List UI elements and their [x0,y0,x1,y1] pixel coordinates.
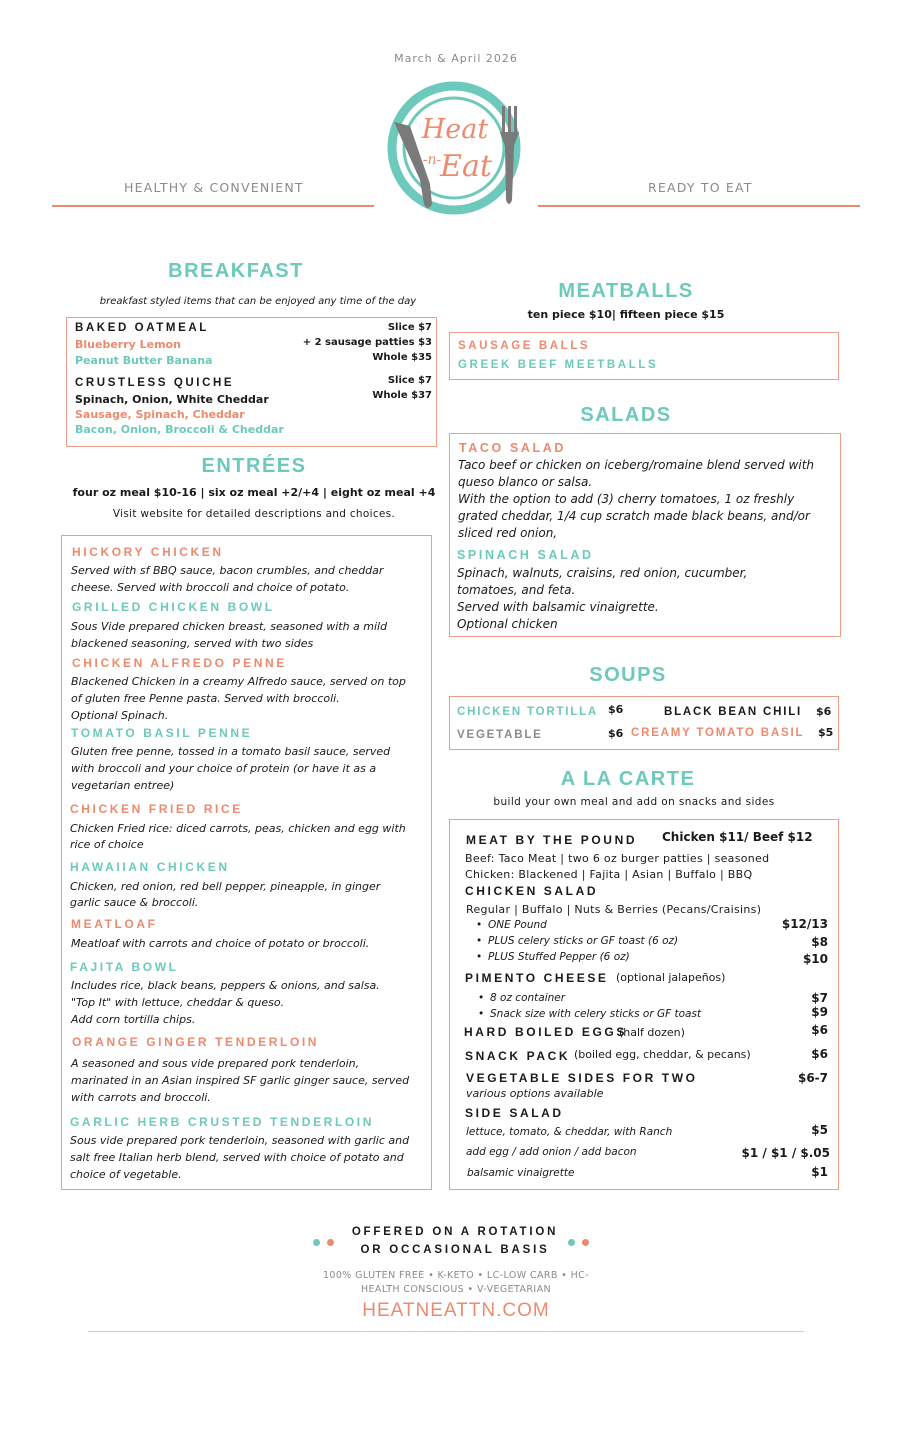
meat-chicken-options: Chicken: Blackened | Fajita | Asian | Buffalo | BBQ [465,868,753,881]
dietary-legend-2: HEALTH CONSCIOUS • V-VEGETARIAN [360,1284,552,1295]
salad-desc-line: sliced red onion, [458,526,558,540]
dot-icon [582,1239,589,1246]
meat-by-pound-title: MEAT BY THE POUND [466,833,638,847]
entree-desc-line: Sous vide prepared pork tenderloin, seasoned with garlic and [70,1134,410,1147]
soups-title: SOUPS [589,664,667,686]
entree-desc-line: rice of choice [70,838,144,851]
entree-desc-line: Blackened Chicken in a creamy Alfredo sauce, served on top [71,675,406,688]
eggs-note: (half dozen) [619,1026,685,1039]
soup-price: $6 [816,705,832,718]
sausage-balls: SAUSAGE BALLS [458,340,591,352]
entree-name: MEATLOAF [71,917,158,931]
entree-desc-line: A seasoned and sous vide prepared pork tenderloin, [71,1057,360,1070]
snack-note: (boiled egg, cheddar, & pecans) [574,1048,751,1061]
soup-black-bean-chili: BLACK BEAN CHILI [664,706,803,718]
heat-n-eat-logo [384,80,524,216]
oatmeal-price-slice: Slice $7 [387,322,432,333]
price: $8 [811,935,828,949]
entree-desc-line: of gluten free Penne pasta. Served with broccoli. [71,692,340,705]
quiche-flavor-1: Spinach, Onion, White Cheddar [75,393,269,406]
pimento-note: (optional jalapeños) [616,971,726,984]
breakfast-title: BREAKFAST [168,260,304,282]
rotation-line-2: OR OCCASIONAL BASIS [360,1244,550,1256]
price: $10 [802,952,828,966]
logo-word-n: -n- [422,152,442,168]
pimento-container: 8 oz container [490,992,566,1004]
spinach-salad-title: SPINACH SALAD [457,548,594,562]
alacarte-subtitle: build your own meal and add on snacks and sides [493,796,775,808]
soup-chicken-tortilla: CHICKEN TORTILLA [457,706,599,718]
entree-desc-line: Served with sf BBQ sauce, bacon crumbles, and cheddar [71,564,384,577]
entrees-note: Visit website for detailed descriptions and choices. [112,508,396,520]
meat-price: Chicken $11/ Beef $12 [662,830,813,844]
entree-name: ORANGE GINGER TENDERLOIN [72,1035,320,1049]
entree-name: FAJITA BOWL [70,960,179,974]
price: $7 [811,991,828,1005]
entree-desc-line: with carrots and broccoli. [71,1091,211,1104]
chicken-salad-options: Regular | Buffalo | Nuts & Berries (Pecans/Craisins) [466,903,762,916]
price: $6-7 [797,1071,828,1085]
entree-desc-line: Optional Spinach. [71,709,169,722]
baked-oatmeal-title: BAKED OATMEAL [75,322,209,334]
footer-divider [88,1331,804,1332]
side-salad-addons: add egg / add onion / add bacon [466,1146,637,1158]
entrees-box [61,535,432,1190]
salad-desc-line: Served with balsamic vinaigrette. [457,600,659,614]
price: $1 [811,1165,828,1179]
entree-desc-line: Chicken Fried rice: diced carrots, peas, chicken and egg with [70,822,406,835]
entree-desc-line: Includes rice, black beans, peppers & onions, and salsa. [71,979,380,992]
price: $5 [811,1123,828,1137]
entree-desc-line: vegetarian entree) [71,779,175,792]
entree-desc-line: marinated in an Asian inspired SF garlic ginger sauce, served [71,1074,410,1087]
quiche-flavor-3: Bacon, Onion, Broccoli & Cheddar [75,423,284,436]
side-salad-base: lettuce, tomato, & cheddar, with Ranch [466,1126,673,1138]
dot-icon [313,1239,320,1246]
price: $6 [811,1023,828,1037]
menu-date: March & April 2026 [394,52,518,65]
bullet-icon: • [476,935,483,947]
price: $12/13 [781,917,828,931]
entree-desc-line: Gluten free penne, tossed in a tomato basil sauce, served [71,745,391,758]
price: $1 / $1 / $.05 [741,1146,830,1160]
soup-price: $6 [608,703,624,716]
soup-vegetable: VEGETABLE [457,729,543,741]
chicken-salad-title: CHICKEN SALAD [465,884,599,898]
pimento-cheese-title: PIMENTO CHEESE [465,971,609,985]
quiche-flavor-2: Sausage, Spinach, Cheddar [75,408,245,421]
bullet-icon: • [476,919,483,931]
chicken-salad-celery: PLUS celery sticks or GF toast (6 oz) [488,935,679,947]
chicken-salad-pound: ONE Pound [488,919,547,931]
header-divider-right [538,205,860,207]
chicken-salad-pepper: PLUS Stuffed Pepper (6 oz) [488,951,630,963]
vegetable-sides-note: various options available [466,1087,604,1100]
quiche-price-slice: Slice $7 [387,375,432,386]
salad-desc-line: Optional chicken [457,617,558,631]
oatmeal-flavor-2: Peanut Butter Banana [75,354,213,367]
salads-title: SALADS [580,404,672,426]
oatmeal-price-whole: Whole $35 [372,352,432,363]
meat-beef-options: Beef: Taco Meat | two 6 oz burger patties | seasoned [465,852,770,865]
alacarte-title: A LA CARTE [560,768,696,790]
entrees-pricing: four oz meal $10-16 | six oz meal +2/+4 | eight oz meal +4 [72,486,436,499]
entree-desc-line: Meatloaf with carrots and choice of potato or broccoli. [71,937,370,950]
oatmeal-price-sausage: + 2 sausage patties $3 [302,337,432,348]
logo-word-eat: Eat [440,149,492,184]
entree-desc-line: salt free Italian herb blend, served with choice of potato and [70,1151,404,1164]
tagline-right: READY TO EAT [648,180,753,195]
dietary-legend-1: 100% GLUTEN FREE • K-KETO • LC-LOW CARB • HC- [322,1270,590,1281]
meatballs-pricing: ten piece $10| fifteen piece $15 [527,308,725,321]
entree-desc-line: "Top It" with lettuce, cheddar & queso. [71,996,285,1009]
bullet-icon: • [476,951,483,963]
header-divider-left [52,205,374,207]
breakfast-box [66,317,437,447]
soup-creamy-tomato-basil: CREAMY TOMATO BASIL [631,727,805,739]
pimento-snack: Snack size with celery sticks or GF toast [490,1008,702,1020]
logo-word-heat: Heat [421,114,489,145]
rotation-line-1: OFFERED ON A ROTATION [351,1226,559,1238]
salad-desc-line: tomatoes, and feta. [457,583,576,597]
soup-price: $5 [818,726,834,739]
salad-desc-line: Spinach, walnuts, craisins, red onion, cucumber, [457,566,748,580]
entree-name: CHICKEN FRIED RICE [70,802,243,816]
entree-desc-line: Sous Vide prepared chicken breast, seasoned with a mild [71,620,388,633]
crustless-quiche-title: CRUSTLESS QUICHE [75,377,235,389]
entree-name: TOMATO BASIL PENNE [71,726,253,740]
entrees-title: ENTRÉES [201,455,307,477]
hard-boiled-eggs-title: HARD BOILED EGGS [464,1025,627,1039]
salad-desc-line: queso blanco or salsa. [458,475,593,489]
bullet-icon: • [478,992,485,1004]
entree-name: GRILLED CHICKEN BOWL [72,600,275,614]
entree-name: CHICKEN ALFREDO PENNE [72,656,287,670]
salad-desc-line: grated cheddar, 1/4 cup scratch made black beans, and/or [458,509,810,523]
soups-box [449,696,839,750]
salads-box [449,433,841,637]
meatballs-box [449,332,839,380]
taco-salad-title: TACO SALAD [459,441,567,455]
side-salad-vinaigrette: balsamic vinaigrette [467,1167,575,1179]
entree-name: GARLIC HERB CRUSTED TENDERLOIN [70,1115,375,1129]
alacarte-box [449,819,839,1190]
entree-name: HAWAIIAN CHICKEN [70,860,230,874]
entree-name: HICKORY CHICKEN [72,545,224,559]
tagline-left: HEALTHY & CONVENIENT [124,180,304,195]
entree-desc-line: garlic sauce & broccoli. [70,896,199,909]
breakfast-subtitle: breakfast styled items that can be enjoyed any time of the day [99,296,417,307]
bullet-icon: • [478,1008,485,1020]
snack-pack-title: SNACK PACK [465,1049,571,1063]
dot-icon [568,1239,575,1246]
entree-desc-line: blackened seasoning, served with two sides [71,637,314,650]
greek-beef-meetballs: GREEK BEEF MEETBALLS [458,359,659,371]
entree-desc-line: cheese. Served with broccoli and choice of potato. [71,581,350,594]
salad-desc-line: Taco beef or chicken on iceberg/romaine blend served with [458,458,815,472]
side-salad-title: SIDE SALAD [465,1106,564,1120]
website-link[interactable]: HEATNEATTN.COM [362,1300,550,1321]
quiche-price-whole: Whole $37 [372,390,432,401]
price: $9 [811,1005,828,1019]
vegetable-sides-title: VEGETABLE SIDES FOR TWO [466,1071,698,1085]
meatballs-title: MEATBALLS [558,280,694,302]
oatmeal-flavor-1: Blueberry Lemon [75,338,181,351]
price: $6 [811,1047,828,1061]
entree-desc-line: Add corn tortilla chips. [71,1013,196,1026]
entree-desc-line: with broccoli and your choice of protein (or have it as a [71,762,377,775]
entree-desc-line: choice of vegetable. [70,1168,182,1181]
soup-price: $6 [608,727,624,740]
salad-desc-line: With the option to add (3) cherry tomatoes, 1 oz freshly [458,492,795,506]
entree-desc-line: Chicken, red onion, red bell pepper, pineapple, in ginger [70,880,381,893]
